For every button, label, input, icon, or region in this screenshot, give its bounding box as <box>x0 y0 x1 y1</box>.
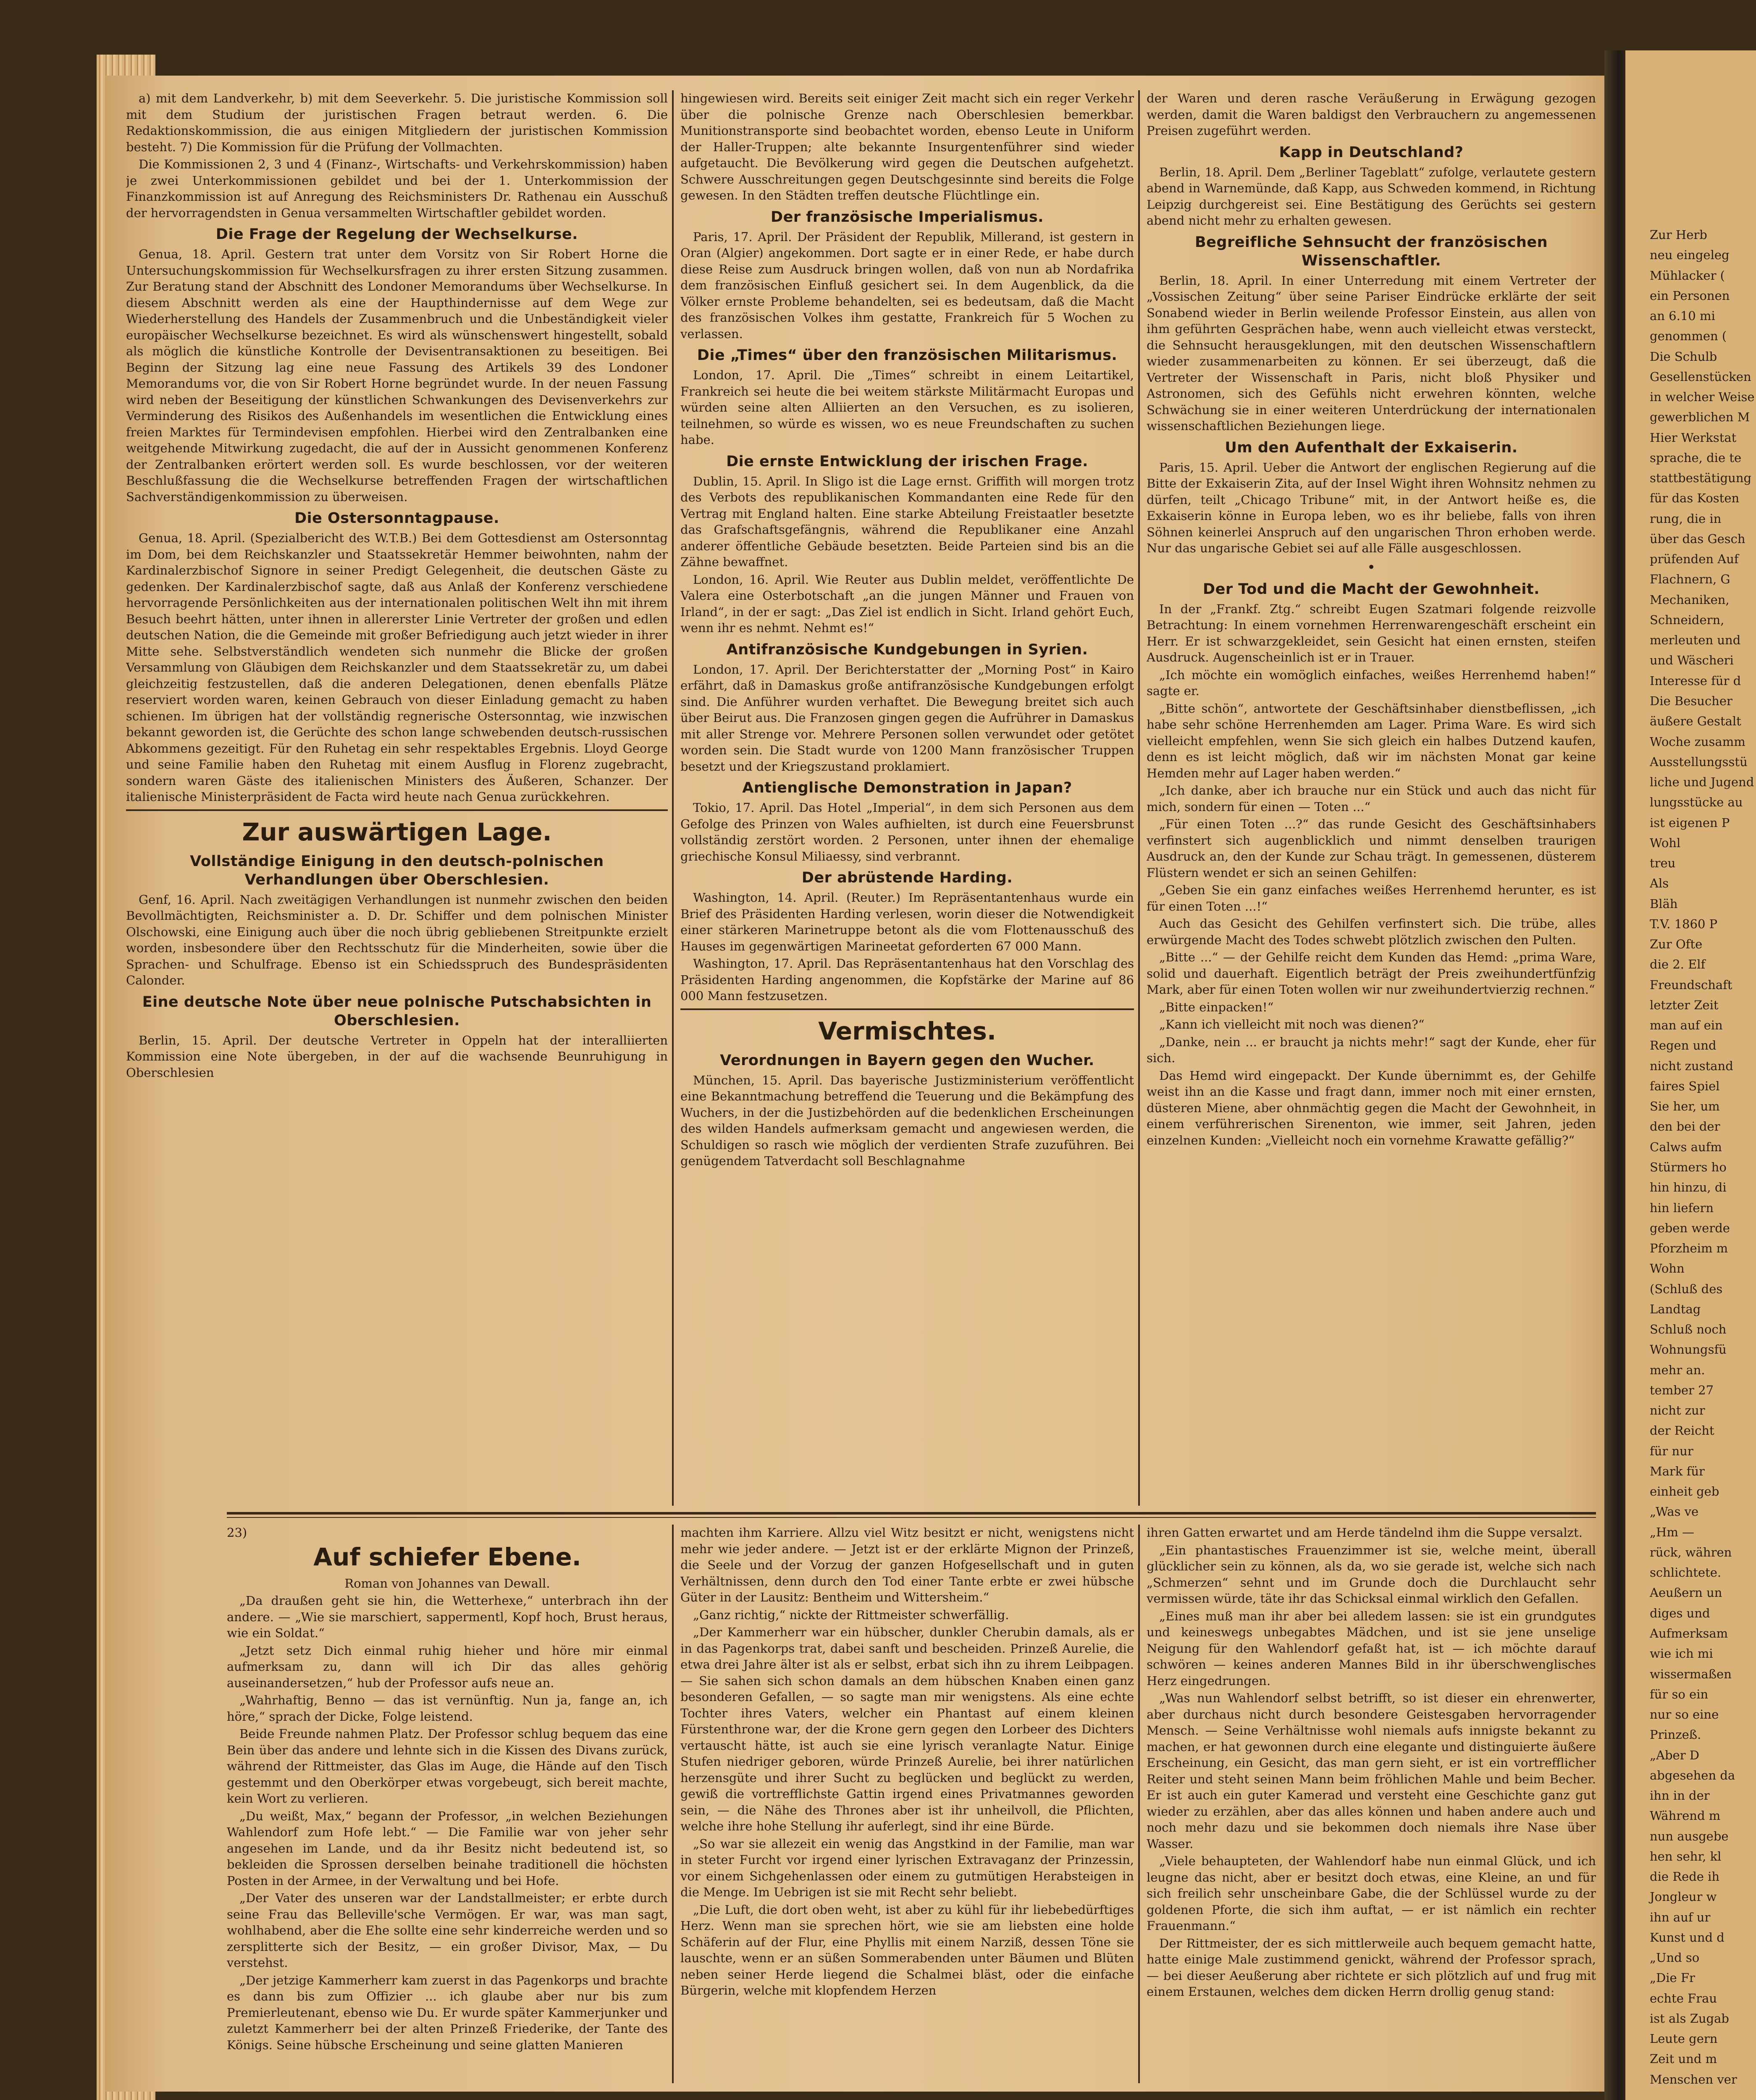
right-page-line: ist als Zugab <box>1650 2011 1729 2026</box>
right-page-line: den bei der <box>1650 1119 1720 1134</box>
article-heading: Der Tod und die Macht der Gewohnheit. <box>1203 580 1540 598</box>
right-page-line: (Schluß des <box>1650 1281 1723 1296</box>
column-2 <box>680 90 1134 1510</box>
right-page-line: für so ein <box>1650 1687 1709 1701</box>
right-page-line: echte Frau <box>1650 1991 1717 2006</box>
paragraph: Das Hemd wird eingepackt. Der Kunde übernimmt es, der Gehilfe weist ihn an die Kasse und fragt dann, immer noch mit einer ernsten, düsteren Miene, aber ohnmächtig gegen die Macht der Gewohnheit, in einem verführerischen Sirenenton, wie immer, seit Jahren, jeden einzelnen Kunden: „Vielleicht noch ein vornehme Krawatte gefällig?“ <box>1147 1068 1596 1147</box>
novel-paragraph: „Da draußen geht sie hin, die Wetterhexe,“ unterbrach ihn der andere. — „Wie sie marschiert, sappermentl, Kopf hoch, Brust heraus, wie ein Soldat.“ <box>227 1593 668 1640</box>
right-page-line: letzter Zeit <box>1650 998 1719 1012</box>
right-page-line: mehr an. <box>1650 1362 1705 1377</box>
right-page-line: der Reicht <box>1650 1423 1714 1438</box>
right-page-line: Schneidern, <box>1650 612 1725 627</box>
novel-paragraph: „Wahrhaftig, Benno — das ist vernünftig. Nun ja, fange an, ich höre,“ sprach der Dicke, Folge leistend. <box>227 1693 668 1724</box>
right-page-line: in welcher Weise <box>1650 390 1755 404</box>
right-page-line: ihn auf ur <box>1650 1910 1711 1924</box>
novel-paragraph: „Der Kammerherr war ein hübscher, dunkler Cherubin damals, als er in das Pagenkorps trat, dabei sanft und bescheiden. Prinzeß Aurelie, die etwa drei Jahre älter ist als er selbst, erbat sich ihn zu ihrem Leibpagen. — Sie sahen sich schon damals an dem hübschen Knaben einen ganz besonderen Gefallen, — so sagte man mir wenigstens. Als eine echte Tochter ihres Vaters, welcher ein Phantast auf einem kleinen Fürstenthrone war, der die Krone gern gegen den Lorbeer des Dichters vertauscht hätte, ist auch sie eine lyrisch veranlagte Natur. Einige Stufen niedriger geboren, würde Prinzeß Aurelie, bei ihrer natürlichen herzensgüte und ihrer Sucht zu beglücken und beglückt zu werden, gewiß die vortrefflichste Gattin irgend eines Privatmannes geworden sein, — die Nähe des Thrones aber ist ihr unheilvoll, die Pflichten, welche ihre hohe Stellung ihr auferlegt, sind ihr eine Bürde. <box>680 1625 1134 1833</box>
paragraph: Berlin, 18. April. In einer Unterredung mit einem Vertreter der „Vossischen Zeitung“ über seine Pariser Eindrücke erklärte der seit Sonabend wieder in Berlin weilende Professor Einstein, aus allen von ihm geführten Gesprächen habe, wenn auch vielleicht etwas versteckt, die Sehnsucht herausgeklungen, mit den deutschen Wissenschaftlern wieder zusammenarbeiten zu können. Er sei überzeugt, daß die Vertreter der Wissenschaft in Paris, nicht bloß Physiker und Astronomen, sich des Gefühls nicht erwehren könnten, welche Schwächung sie in einer weiteren Unterdrückung der internationalen wissenschaftlichen Beziehungen liege. <box>1147 273 1596 433</box>
article-heading: Die Ostersonntagpause. <box>294 510 499 527</box>
paragraph: Berlin, 15. April. Der deutsche Vertreter in Oppeln hat der interalliierten Kommission eine Note übergeben, in der auf die wachsende Beunruhigung in Oberschlesien <box>126 1033 668 1080</box>
right-page-line: Als <box>1650 876 1669 891</box>
right-page-line: Interesse für d <box>1650 673 1741 688</box>
installment-number: 23) <box>227 1525 247 1540</box>
right-page-line: nur so eine <box>1650 1707 1719 1722</box>
article-heading: Die ernste Entwicklung der irischen Frage. <box>726 453 1088 470</box>
right-page-line: ist eigenen P <box>1650 815 1730 830</box>
column-rule <box>1138 1525 1140 2083</box>
novel-paragraph: „Du weißt, Max,“ begann der Professor, „in welchen Beziehungen Wahlendorf zum Hofe lebt.“ — Die Familie war von jeher sehr angesehen im Lande, und da ihr Besitz nicht bedeutend ist, so bekleiden die Sprossen derselben beinahe traditionell die höchsten Posten in der Armee, in der Verwaltung und bei Hofe. <box>227 1809 668 1888</box>
novel-column-2 <box>680 1525 1134 2087</box>
article-heading: Die Frage der Regelung der Wechselkurse. <box>215 226 578 243</box>
feuilleton-rule <box>227 1512 1596 1515</box>
novel-paragraph: „So war sie allezeit ein wenig das Angstkind in der Familie, man war in steter Furcht vor irgend einer lyrischen Extravaganz der Prinzessin, vor einem Sichgehenlassen oder einem zu gutmütigen Herabsteigen in die Menge. Im Uebrigen ist sie mit Recht sehr beliebt. <box>680 1836 1134 1899</box>
right-page-line: einheit geb <box>1650 1484 1719 1499</box>
right-page-line: Wohn <box>1650 1261 1685 1276</box>
article-heading: Antienglische Demonstration in Japan? <box>742 780 1072 796</box>
paragraph: „Kann ich vielleicht mit noch was dienen?“ <box>1159 1017 1425 1032</box>
paragraph: London, 17. April. Die „Times“ schreibt in einem Leitartikel, Frankreich sei heute die bei weitem stärkste Militärmacht Europas und würden seine alten Alliierten an den Versuchen, es zu isolieren, teilnehmen, so würde es wissen, wo es neue Freundschaften zu suchen habe. <box>680 368 1134 447</box>
divider <box>126 809 668 811</box>
right-page-line: „Hm — <box>1650 1525 1695 1539</box>
right-page-line: Wohnungsfü <box>1650 1342 1727 1357</box>
column-rule <box>672 1525 674 2083</box>
right-page-line: ihn in der <box>1650 1788 1710 1803</box>
novel-paragraph: „Was nun Wahlendorf selbst betrifft, so ist dieser ein ehrenwerter, aber durchaus nicht durch besondere Geistesgaben hervorragender Mensch. — Seine Verhältnisse wohl niemals aufs innigste bekannt zu machen, er hat gewonnen durch eine elegante und distinguierte äußere Erscheinung, ein Gesicht, das man gern sieht, er ist ein vortrefflicher Reiter und steht seinen Mann beim fröhlichen Mahle und beim Becher. Er ist auch ein guter Kamerad und versteht eine Geschichte ganz gut wieder zu erzählen, aber das alles können und haben andere auch und noch mehr dazu und sie bekommen doch niemals ihre Nase über Wasser. <box>1147 1691 1596 1851</box>
paragraph: Genf, 16. April. Nach zweitägigen Verhandlungen ist nunmehr zwischen den beiden Bevollmächtigten, Reichsminister a. D. Dr. Schiffer und dem polnischen Minister Olschowski, eine Einigung auch über die noch übrig gebliebenen Streitpunkte erzielt worden, insbesondere über den Rechtsschutz für die Minderheiten, sowie über die Sprachen- und Schulfrage. Ebenso ist ein Schiedsspruch des Bundespräsidenten Calonder. <box>126 892 668 987</box>
paragraph: London, 16. April. Wie Reuter aus Dublin meldet, veröffentlichte De Valera eine Osterbotschaft „an die jungen Männer und Frauen von Irland“, in der er sagt: „Das Ziel ist endlich in Sicht. Irland gehört Euch, wenn ihr es nehmt. Nehmt es!“ <box>680 572 1134 635</box>
right-page-line: Mark für <box>1650 1464 1705 1478</box>
paragraph: In der „Frankf. Ztg.“ schreibt Eugen Szatmari folgende reizvolle Betrachtung: In einem vornehmen Herrenwarengeschäft erscheint ein Herr. Er ist schwarzgekleidet, sein Gesicht hat einen ernsten, steifen Ausdruck. Augenscheinlich ist er in Trauer. <box>1147 601 1596 664</box>
divider <box>680 1008 1134 1010</box>
paragraph: Paris, 17. April. Der Präsident der Republik, Millerand, ist gestern in Oran (Algier) angekommen. Dort sagte er in einer Rede, er habe durch diese Reise zum Ausdruck bringen wollen, daß von nun ab Nordafrika dem französischen Einfluß gesichert sei. In dem Augenblick, da die Völker ernste Probleme behandelten, sei es bedeutsam, daß die Macht des französischen Volkes ihm gestatte, Frankreich für 5 Wochen zu verlassen. <box>680 229 1134 341</box>
right-page-line: Sie her, um <box>1650 1099 1720 1114</box>
paragraph: „Ich danke, aber ich brauche nur ein Stück und auch das nicht für mich, sondern für einen — Toten ...“ <box>1147 783 1596 814</box>
separator-dot: • <box>1367 559 1376 576</box>
article-heading: Verordnungen in Bayern gegen den Wucher. <box>720 1052 1095 1069</box>
right-page-line: Flachnern, G <box>1650 572 1730 587</box>
right-page-line: Wohl <box>1650 835 1681 850</box>
right-page-line: sprache, die te <box>1650 450 1742 465</box>
right-page-line: Freundschaft <box>1650 977 1732 992</box>
novel-paragraph: „Der jetzige Kammerherr kam zuerst in das Pagenkorps und brachte es dann bis zum Offizier ... ich glaube aber nur bis zum Premierleutenant, ebenso wie Du. Er wurde später Kammerjunker und zuletzt Kammerherr bei der alten Prinzeß Friederike, der Tante des Königs. Seine hübsche Erscheinung und seine glatten Manieren <box>227 1973 668 2052</box>
right-page-line: „Die Fr <box>1650 1971 1695 1985</box>
feuilleton-rule <box>227 1517 1596 1518</box>
right-page-line: Zur Ofte <box>1650 937 1703 952</box>
novel-paragraph: „Eines muß man ihr aber bei alledem lassen: sie ist ein grundgutes und keineswegs unbegabtes Mädchen, und ist sie jene unselige Neigung für den Wahlendorf gefaßt hat, ist — ich möchte darauf schwören — keines anderen Mannes Bild in ihr überschwenglisches Herz eingedrungen. <box>1147 1609 1596 1688</box>
paragraph: „Für einen Toten ...?“ das runde Gesicht des Geschäftsinhabers verfinstert sich augenblicklich und nimmt denselben traurigen Ausdruck an, den der Kunde zur Schau trägt. In gemessenen, düsterem Flüstern wendet er sich an seinen Gehilfen: <box>1147 817 1596 880</box>
right-page-line: hin liefern <box>1650 1200 1714 1215</box>
novel-column-3 <box>1147 1525 1596 2087</box>
right-page-line: treu <box>1650 856 1676 871</box>
paragraph: Die Kommissionen 2, 3 und 4 (Finanz-, Wirtschafts- und Verkehrskommission) haben je zwei Unterkommissionen gebildet und bei der 1. Unterkommission der Finanzkommission ist auf Anregung des Reichsministers Dr. Rathenau ein Ausschuß der hervorragendsten in Genua versammelten Wirtschaftler gebildet worden. <box>126 157 668 220</box>
paragraph: „Bitte ...“ — der Gehilfe reicht dem Kunden das Hemd: „prima Ware, solid und dauerhaft. Eigentlich beträgt der Preis zweihundertfünfzig Mark, aber für einen Toten wollen wir nur zweihundertvierzig rechnen.“ <box>1147 950 1596 997</box>
right-page-line: Die Besucher <box>1650 694 1732 708</box>
article-heading: Vollständige Einigung in den deutsch-polnischen Verhandlungen über Oberschlesien. <box>190 853 604 888</box>
right-page-line: und Wäscheri <box>1650 653 1734 668</box>
right-page-line: prüfenden Auf <box>1650 552 1739 567</box>
paragraph: „Danke, nein ... er braucht ja nichts mehr!“ sagt der Kunde, eher für sich. <box>1147 1034 1596 1065</box>
novel-paragraph: „Ganz richtig,“ nickte der Rittmeister schwerfällig. <box>693 1607 1009 1622</box>
right-page-line: für nur <box>1650 1444 1693 1458</box>
section-heading: Vermischtes. <box>818 1016 996 1045</box>
right-page-line: Regen und <box>1650 1038 1717 1053</box>
paragraph: „Ich möchte ein womöglich einfaches, weißes Herrenhemd haben!“ sagte er. <box>1147 667 1596 698</box>
article-heading: Die „Times“ über den französischen Militarismus. <box>697 347 1118 364</box>
right-page-line: „Und so <box>1650 1950 1700 1965</box>
right-page-line: diges und <box>1650 1606 1710 1620</box>
article-heading: Antifranzösische Kundgebungen in Syrien. <box>726 641 1088 658</box>
right-page-line: gewerblichen M <box>1650 410 1750 425</box>
right-page-line: Woche zusamm <box>1650 734 1746 749</box>
right-page-line: an 6.10 mi <box>1650 309 1715 323</box>
right-page-line: Zur Herb <box>1650 228 1707 242</box>
right-page-line: Die Schulb <box>1650 349 1717 364</box>
right-page-line: Stürmers ho <box>1650 1160 1727 1174</box>
right-page-line: „Aber D <box>1650 1748 1700 1762</box>
paragraph: Genua, 18. April. (Spezialbericht des W.T.B.) Bei dem Gottesdienst am Ostersonntag im Dom, bei dem Reichskanzler und Staatssekretär Hemmer beiwohnten, nahm der Kardinalerzbischof Signore in seiner Predigt Gelegenheit, die deutschen Gäste zu gedenken. Der Kardinalerzbischof sagte, daß aus Anlaß der Konferenz verschiedene hervorragende Persönlichkeiten aus der internationalen politischen Welt ihn mit ihrem Besuch beehrt hätten, unter ihnen in allererster Linie Vertreter der großen und edlen deutschen Nation, die die Gemeinde mit großer Befriedigung auch jetzt wieder in ihrer Mitte sehe. Selbstverständlich wendeten sich nunmehr die Blicke der großen Versammlung von Gläubigen dem Reichskanzler und dem Staatssekretär zu, um dabei gleichzeitig festzustellen, daß die anderen Delegationen, denen ebenfalls Plätze reserviert worden waren, keinen Gebrauch von dieser Einladung gemacht zu haben schienen. Im übrigen hat der vollständig regnerische Ostersonntag, wie inzwischen bekannt geworden ist, die Gerüchte des schon lange schwebenden deutsch-russischen Abkommens gezeitigt. Für den Ruhetag ein sehr respektables Ergebnis. Lloyd George und seine Familie haben den Ruhetag mit einem Ausflug in Florenz zugebracht, sondern waren Gäste des italienischen Ministers des Äußeren, Schanzer. Der italienische Ministerpräsident de Facta wird heute nach Genua zurückkehren. <box>126 531 668 804</box>
right-page-line: Ausstellungsstü <box>1650 754 1748 769</box>
right-page-line: nun ausgebe <box>1650 1829 1729 1843</box>
right-page-line: merleuten und <box>1650 633 1741 648</box>
right-page-line: äußere Gestalt <box>1650 714 1741 729</box>
novel-paragraph: machten ihm Karriere. Allzu viel Witz besitzt er nicht, wenigstens nicht mehr wie jeder andere. — Jetzt ist er der erklärte Mignon der Prinzeß, die Seele und der Vorzug der ganzen Hofgesellschaft und in guten Verhältnissen, denn durch den Tod einer Tante erbte er zwei hübsche Güter in der Lausitz: Bentheim und Wittersheim.“ <box>680 1525 1134 1604</box>
right-page-line: Pforzheim m <box>1650 1241 1728 1256</box>
novel-paragraph: Der Rittmeister, der es sich mittlerweile auch bequem gemacht hatte, hatte einige Male zustimmend genickt, während der Professor sprach, — bei dieser Aeußerung aber richtete er sich plötzlich auf und frug mit einem Erstaunen, welches dem dicken Herrn drollig genug stand: <box>1147 1936 1596 1999</box>
paragraph: Tokio, 17. April. Das Hotel „Imperial“, in dem sich Personen aus dem Gefolge des Prinzen von Wales aufhielten, ist durch eine Feuersbrunst vollständig zerstört worden. 2 Personen, unter ihnen der ehemalige griechische Konsul Miliaessy, sind verbrannt. <box>680 801 1134 864</box>
right-page-line: Schluß noch <box>1650 1322 1727 1337</box>
paragraph: Auch das Gesicht des Gehilfen verfinstert sich. Die trübe, alles erwürgende Macht des Todes schwebt plötzlich zwischen den Pulten. <box>1147 916 1596 947</box>
novel-title: Auf schiefer Ebene. <box>313 1542 581 1571</box>
article-heading: Eine deutsche Note über neue polnische Putschabsichten in Oberschlesien. <box>142 993 652 1029</box>
novel-text <box>227 1593 668 2053</box>
right-page-line: ein Personen <box>1650 288 1730 303</box>
right-page-line: Leute gern <box>1650 2032 1718 2046</box>
right-page-line: Zeit und m <box>1650 2052 1717 2066</box>
paragraph: hingewiesen wird. Bereits seit einiger Zeit macht sich ein reger Verkehr über die polnische Grenze nach Oberschlesien bemerkbar. Munitionstransporte sind beobachtet worden, ebenso Leute in Uniform der Haller-Truppen; alte bekannte Insurgentenführer sind wieder aufgetaucht. Die Bevölkerung wird gegen die Deutschen aufgehetzt. Schwere Ausschreitungen gegen Deutschgesinnte sind bereits die Folge gewesen. In den Städten treffen deutsche Flüchtlinge ein. <box>680 91 1134 202</box>
right-page-line: Während m <box>1650 1809 1721 1823</box>
right-page-line: T.V. 1860 P <box>1650 916 1718 931</box>
right-page-fragment <box>1625 50 1756 2100</box>
paragraph: Genua, 18. April. Gestern trat unter dem Vorsitz von Sir Robert Horne die Untersuchungskommission für Wechselkursfragen zu ihrer ersten Sitzung zusammen. Zur Beratung stand der Abschnitt des Londoner Memorandums über Wechselkurse. In diesem Abschnitt werden als eine der Haupthindernisse auf dem Wege zur Wiederherstellung des Handels der Zusammenbruch und die Unbeständigkeit vieler europäischer Wechselkurse bezeichnet. Es wird als wünschenswert hingestellt, sobald als möglich die künstliche Kontrolle der Devisentransaktionen zu beseitigen. Bei Beginn der Sitzung lag eine neue Fassung des Artikels 39 des Londoner Memorandums vor, die von Sir Robert Horne begründet wurde. In der neuen Fassung wird neben der Beseitigung der künstlichen Schwankungen des Devisenverkehrs zur Verminderung des Risikos des Außenhandels im wesentlichen die Entwicklung eines freien Marktes für Termindevisen empfohlen. Hierbei wird den Zentralbanken eine weitgehende Mitwirkung zugedacht, die auf der in Aussicht genommenen Konferenz der Zentralbanken erörtert werden soll. Es wurde beschlossen, vor der weiteren Beschlußfassung die die Wechselkurse betreffenden Fragen der wirtschaftlichen Sachverständigenkommission zu überweisen. <box>126 247 668 504</box>
right-page-line: Landtag <box>1650 1302 1701 1316</box>
right-page-line: Aufmerksam <box>1650 1626 1728 1641</box>
right-page-line: Calws aufm <box>1650 1139 1722 1154</box>
right-page-line: hin hinzu, di <box>1650 1180 1727 1195</box>
novel-paragraph: Beide Freunde nahmen Platz. Der Professor schlug bequem das eine Bein über das andere und lehnte sich in die Kissen des Divans zurück, während der Rittmeister, das Glas im Auge, die Hände auf den Tisch gestemmt und den Oberkörper etwas vorgebeugt, sich bereit machte, kein Wort zu verlieren. <box>227 1727 668 1806</box>
novel-text <box>680 1525 1134 1999</box>
novel-paragraph: „Die Luft, die dort oben weht, ist aber zu kühl für ihr liebebedürftiges Herz. Wenn man sie sprechen hört, wie sie am liebsten eine holde Schäferin auf der Flur, eine Phyllis mit einem Narziß, dessen Töne sie lauschte, wenn er an süßen Sommerabenden unter Bäumen und Blüten neben seiner Herde liegend die Schalmei bläst, oder die einfache Bürgerin, welche mit klopfendem Herzen <box>680 1902 1134 1998</box>
right-page-line: Gesellenstücken <box>1650 369 1751 384</box>
paragraph: der Waren und deren rasche Veräußerung in Erwägung gezogen werden, damit die Waren baldigst den Verbrauchern zu angemessenen Preisen zugeführt werden. <box>1147 91 1596 138</box>
novel-paragraph: „Ein phantastisches Frauenzimmer ist sie, welche meint, überall glücklicher sein zu können, als da, wo sie gerade ist, welche sich nach „Schmerzen“ sehnt und im Grunde doch die Durchlaucht sehr vermissen würde, täte ihr das Schicksal einmal wirklich den Gefallen. <box>1147 1543 1596 1606</box>
paragraph: Washington, 17. April. Das Repräsentantenhaus hat den Vorschlag des Präsidenten Harding angenommen, die Kopfstärke der Marine auf 86 000 Mann festzusetzen. <box>680 956 1134 1003</box>
right-page-line: tember 27 <box>1650 1383 1714 1397</box>
right-page-line: lungsstücke au <box>1650 795 1743 810</box>
novel-text <box>1147 1525 1596 2000</box>
novel-paragraph: ihren Gatten erwartet und am Herde tändelnd ihm die Suppe versalzt. <box>1147 1525 1583 1540</box>
right-page-line: hen sehr, kl <box>1650 1849 1722 1864</box>
article-heading: Der französische Imperialismus. <box>771 208 1044 226</box>
paragraph: Paris, 15. April. Ueber die Antwort der englischen Regierung auf die Bitte der Exkaiserin Zita, auf der Insel Wight ihren Wohnsitz nehmen zu dürfen, teilt „Chicago Tribune“ mit, in der Antwort heiße es, die Exkaiserin könne in Europa leben, wo es ihr beliebe, falls von ihren Söhnen keinerlei Anspruch auf den ungarischen Thron erhoben werde. Nur das ungarische Gebiet sei auf alle Fälle ausgeschlossen. <box>1147 460 1596 555</box>
paragraph: London, 17. April. Der Berichterstatter der „Morning Post“ in Kairo erfährt, daß in Damaskus große antifranzösische Kundgebungen erfolgt sind. Die Anführer wurden verhaftet. Die Bewegung breitet sich auch über Beirut aus. Die Franzosen gingen gegen die Aufrührer in Damaskus mit aller Strenge vor. Mehrere Personen sollen verwundet oder getötet worden sein. Die Stadt wurde von 1200 Mann französischer Truppen besetzt und der Kriegszustand proklamiert. <box>680 662 1134 774</box>
paragraph: a) mit dem Landverkehr, b) mit dem Seeverkehr. 5. Die juristische Kommission soll mit dem Studium der juristischen Fragen betraut werden. 6. Die Redaktionskommission, die aus einigen Mitgliedern der juristischen Kommission besteht. 7) Die Kommission für die Prüfung der Vollmachten. <box>126 91 668 154</box>
right-page-line: neu eingeleg <box>1650 248 1730 262</box>
paragraph: München, 15. April. Das bayerische Justizministerium veröffentlicht eine Bekanntmachung betreffend die Teuerung und die Bekämpfung des Wuchers, in der die Justizbehörden auf die bedenklichen Erscheinungen des wilden Handels aufmerksam gemacht und angewiesen werden, die Schuldigen so rasch wie möglich der verdienten Strafe zuzuführen. Bei genügendem Tatverdacht soll Beschlagnahme <box>680 1073 1134 1168</box>
right-page-line: Mechaniken, <box>1650 592 1730 607</box>
right-page-line: liche und Jugend <box>1650 775 1754 790</box>
right-page-line: rung, die in <box>1650 511 1722 526</box>
right-page-line: für das Kosten <box>1650 491 1740 506</box>
right-page-line: geben werde <box>1650 1221 1730 1235</box>
right-page-line: Aeußern un <box>1650 1586 1722 1600</box>
right-page-line: Menschen ver <box>1650 2072 1737 2087</box>
right-page-line: schlichtete. <box>1650 1565 1722 1580</box>
novel-paragraph: „Viele behaupteten, der Wahlendorf habe nun einmal Glück, und ich leugne das nicht, aber er besitzt doch etwas, eine Kleine, an und für sich freilich sehr unscheinbare Gabe, die der Schlüssel wurde zu der goldenen Pforte, die sich ihm auftat, — er ist nämlich ein rechter Frauenmann.“ <box>1147 1854 1596 1933</box>
article-heading: Der abrüstende Harding. <box>801 869 1013 886</box>
column-3 <box>1147 90 1596 1510</box>
right-page-line: genommen ( <box>1650 329 1727 344</box>
right-page-line: wie ich mi <box>1650 1646 1713 1661</box>
paragraph: Dublin, 15. April. In Sligo ist die Lage ernst. Griffith will morgen trotz des Verbots des republikanischen Kommandanten eine Rede für den Vertrag mit England halten. Eine starke Abteilung Freistaatler besetzte das Grafschaftsgefängnis, während die Republikaner eine Anzahl anderer öffentliche Gebäude besetzten. Beide Parteien sind bis an die Zähne bewaffnet. <box>680 474 1134 569</box>
right-page-line: Mühlacker ( <box>1650 268 1725 283</box>
column-1 <box>126 90 668 1510</box>
right-page-line: Jongleur w <box>1650 1890 1717 1904</box>
right-page-line: abgesehen da <box>1650 1768 1735 1782</box>
right-page-line: Hier Werkstat <box>1650 430 1737 445</box>
right-page-line: Bläh <box>1650 896 1678 911</box>
column-rule <box>672 90 674 1506</box>
right-page-line: wissermaßen <box>1650 1667 1732 1681</box>
article-heading: Um den Aufenthalt der Exkaiserin. <box>1225 439 1518 456</box>
right-page-line: nicht zur <box>1650 1403 1705 1418</box>
right-page-line: über das Gesch <box>1650 531 1746 546</box>
right-page-line: „Was ve <box>1650 1504 1699 1519</box>
right-page-line: nicht zustand <box>1650 1058 1733 1073</box>
right-page-line: die Rede ih <box>1650 1869 1720 1884</box>
novel-paragraph: „Der Vater des unseren war der Landstallmeister; er erbte durch seine Frau das Belleville'sche Vermögen. Er war, was man sagt, wohlhabend, aber die Ehe sollte eine sehr kinderreiche werden und so zersplitterte sich der Besitz, — ein großer Divisor, Max, — Du verstehst. <box>227 1891 668 1970</box>
novel-column-1 <box>227 1525 668 2087</box>
novel-author: Roman von Johannes van Dewall. <box>344 1576 550 1591</box>
paragraph: „Geben Sie ein ganz einfaches weißes Herrenhemd herunter, es ist für einen Toten ...!“ <box>1147 883 1596 914</box>
paragraph: Washington, 14. April. (Reuter.) Im Repräsentantenhaus wurde ein Brief des Präsidenten Harding verlesen, worin dieser die Notwendigkeit einer stärkeren Marinetruppe betont als die vom Flottenausschuß des Hauses im gegenwärtigen Marineetat geforderten 67 000 Mann. <box>680 890 1134 953</box>
novel-paragraph: „Jetzt setz Dich einmal ruhig hieher und höre mir einmal aufmerksam zu, dann will ich Dir das alles gehörig auseinandersetzen,“ hub der Professor aufs neue an. <box>227 1643 668 1690</box>
right-page-line: Kunst und d <box>1650 1930 1725 1945</box>
right-page-line: man auf ein <box>1650 1018 1723 1033</box>
column-rule <box>1138 90 1140 1506</box>
right-page-line: faires Spiel <box>1650 1079 1720 1093</box>
paragraph: Berlin, 18. April. Dem „Berliner Tageblatt“ zufolge, verlautete gestern abend in Warnemünde, daß Kapp, aus Schweden kommend, in Richtung Leipzig durchgereist sei. Eine Bestätigung des Gerüchts sei gestern abend nicht mehr zu erhalten gewesen. <box>1147 165 1596 228</box>
right-page-line: stattbestätigung <box>1650 471 1752 486</box>
paragraph: „Bitte einpacken!“ <box>1159 1000 1274 1014</box>
right-page-line: rück, währen <box>1650 1545 1732 1559</box>
article-heading: Begreifliche Sehnsucht der französischen Wissenschaftler. <box>1194 234 1548 269</box>
article-heading: Kapp in Deutschland? <box>1279 144 1464 161</box>
section-heading: Zur auswärtigen Lage. <box>242 817 552 846</box>
right-page-line: die 2. Elf <box>1650 957 1706 972</box>
right-page-line: Prinzeß. <box>1650 1727 1701 1742</box>
paragraph: „Bitte schön“, antwortete der Geschäftsinhaber dienstbeflissen, „ich habe sehr schöne Herrenhemden am Lager. Prima Ware. Es wird sich vielleicht empfehlen, wenn Sie sich gleich ein halbes Dutzend kaufen, denn es ist leicht möglich, daß wir im nächsten Monat gar keine Hemden mehr auf Lager haben werden.“ <box>1147 701 1596 780</box>
